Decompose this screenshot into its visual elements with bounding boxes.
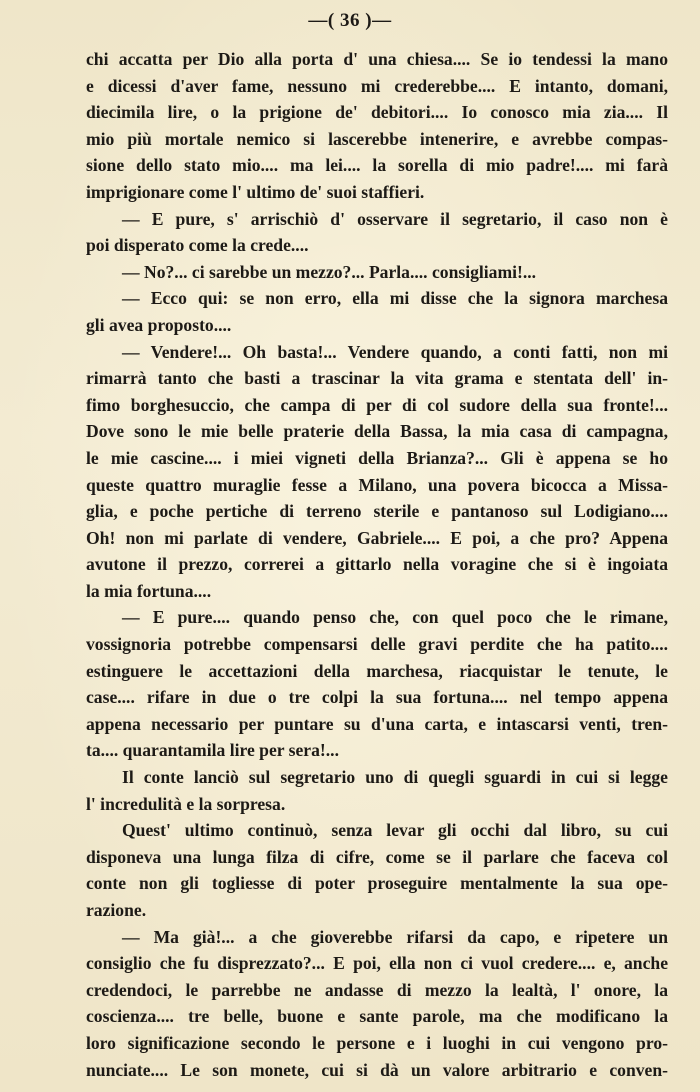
text-line: glia, e poche pertiche di terreno sterile e pantanoso sul Lodigiano.... xyxy=(86,501,668,522)
text-line: e dicessi d'aver fame, nessuno mi crederebbe.... E intanto, domani, xyxy=(86,75,668,96)
text-line: le mie cascine.... i miei vigneti della Brianza?... Gli è appena se ho xyxy=(86,447,668,468)
text-line: — Ma già!... a che gioverebbe rifarsi da capo, e ripetere un xyxy=(122,926,668,947)
paragraph xyxy=(86,924,668,1084)
paragraph xyxy=(86,764,668,817)
page-number: —( 36 )— xyxy=(308,10,392,31)
text-line: — E pure.... quando penso che, con quel poco che le rimane, xyxy=(122,607,668,628)
text-line: Dove sono le mie belle praterie della Bassa, la mia casa di campagna, xyxy=(86,421,668,442)
text-line: appena necessario per puntare su d'una carta, e intascarsi venti, tren- xyxy=(86,713,668,734)
text-line: disponeva una lunga filza di cifre, come se il parlare che faceva col xyxy=(86,846,668,867)
text-line: razione. xyxy=(86,900,147,920)
text-line: — Vendere!... Oh basta!... Vendere quando, a conti fatti, non mi xyxy=(122,341,668,362)
paragraph xyxy=(86,285,668,338)
text-line: imprigionare come l' ultimo de' suoi staffieri. xyxy=(86,181,425,202)
text-line: l' incredulità e la sorpresa. xyxy=(86,793,286,814)
text-line: fimo borghesuccio, che campa di per di col sudore della sua fronte!... xyxy=(86,394,668,415)
text-line: vossignoria potrebbe compensarsi delle gravi perdite che ha patito.... xyxy=(86,634,668,655)
text-line: loro significazione secondo le persone e i luoghi in cui vengono pro- xyxy=(86,1032,668,1053)
text-line: queste quattro muraglie fesse a Milano, una povera bicocca a Missa- xyxy=(86,474,668,495)
text-line: mio più mortale nemico si lascerebbe intenerire, e avrebbe compas- xyxy=(86,128,668,149)
text-line: coscienza.... tre belle, buone e sante parole, ma che modificano la xyxy=(86,1006,668,1027)
text-line: ta.... quarantamila lire per sera!... xyxy=(86,740,339,761)
text-line: — No?... ci sarebbe un mezzo?... Parla.... consigliami!... xyxy=(122,261,537,282)
text-line: poi disperato come la crede.... xyxy=(86,235,309,256)
paragraph xyxy=(86,206,668,259)
text-line: la mia fortuna.... xyxy=(86,580,212,601)
text-line: Il conte lanciò sul segretario uno di quegli sguardi in cui si legge xyxy=(122,767,668,788)
text-line: sione dello stato mio.... ma lei.... la sorella di mio padre!.... mi farà xyxy=(86,155,668,176)
text-line: nunciate.... Le son monete, cui si dà un valore arbitrario e conven- xyxy=(86,1059,668,1080)
body-text xyxy=(86,46,668,1083)
text-line: estinguere le accettazioni della marchesa, riacquistar le tenute, le xyxy=(86,660,668,681)
text-line: diecimila lire, o la prigione de' debitori.... Io conosco mia zia.... Il xyxy=(86,102,668,123)
text-line: consiglio che fu disprezzato?... E poi, ella non ci vuol credere.... e, anche xyxy=(86,953,668,974)
text-line: — Ecco qui: se non erro, ella mi disse che la signora marchesa xyxy=(122,288,668,309)
text-line: conte non gli togliesse di poter proseguire mentalmente la sua ope- xyxy=(86,873,668,894)
text-line: chi accatta per Dio alla porta d' una chiesa.... Se io tendessi la mano xyxy=(86,49,668,69)
paragraph xyxy=(86,46,668,206)
text-line: Oh! non mi parlate di vendere, Gabriele.... E poi, a che pro? Appena xyxy=(86,527,668,548)
text-line: avutone il prezzo, correrei a gittarlo nella voragine che si è ingoiata xyxy=(86,554,668,575)
paragraph xyxy=(86,259,668,286)
paragraph xyxy=(86,604,668,764)
text-line: rimarrà tanto che basti a trascinar la vita grama e stentata dell' in- xyxy=(86,368,668,389)
paragraph xyxy=(86,339,668,605)
text-line: credendoci, le parrebbe ne andasse di mezzo la lealtà, l' onore, la xyxy=(86,979,668,1000)
paragraph xyxy=(86,817,668,923)
text-line: case.... rifare in due o tre colpi la sua fortuna.... nel tempo appena xyxy=(86,687,668,708)
text-line: — E pure, s' arrischiò d' osservare il segretario, il caso non è xyxy=(122,208,668,229)
text-line: gli avea proposto.... xyxy=(86,314,232,335)
text-line: Quest' ultimo continuò, senza levar gli occhi dal libro, su cui xyxy=(122,820,668,841)
